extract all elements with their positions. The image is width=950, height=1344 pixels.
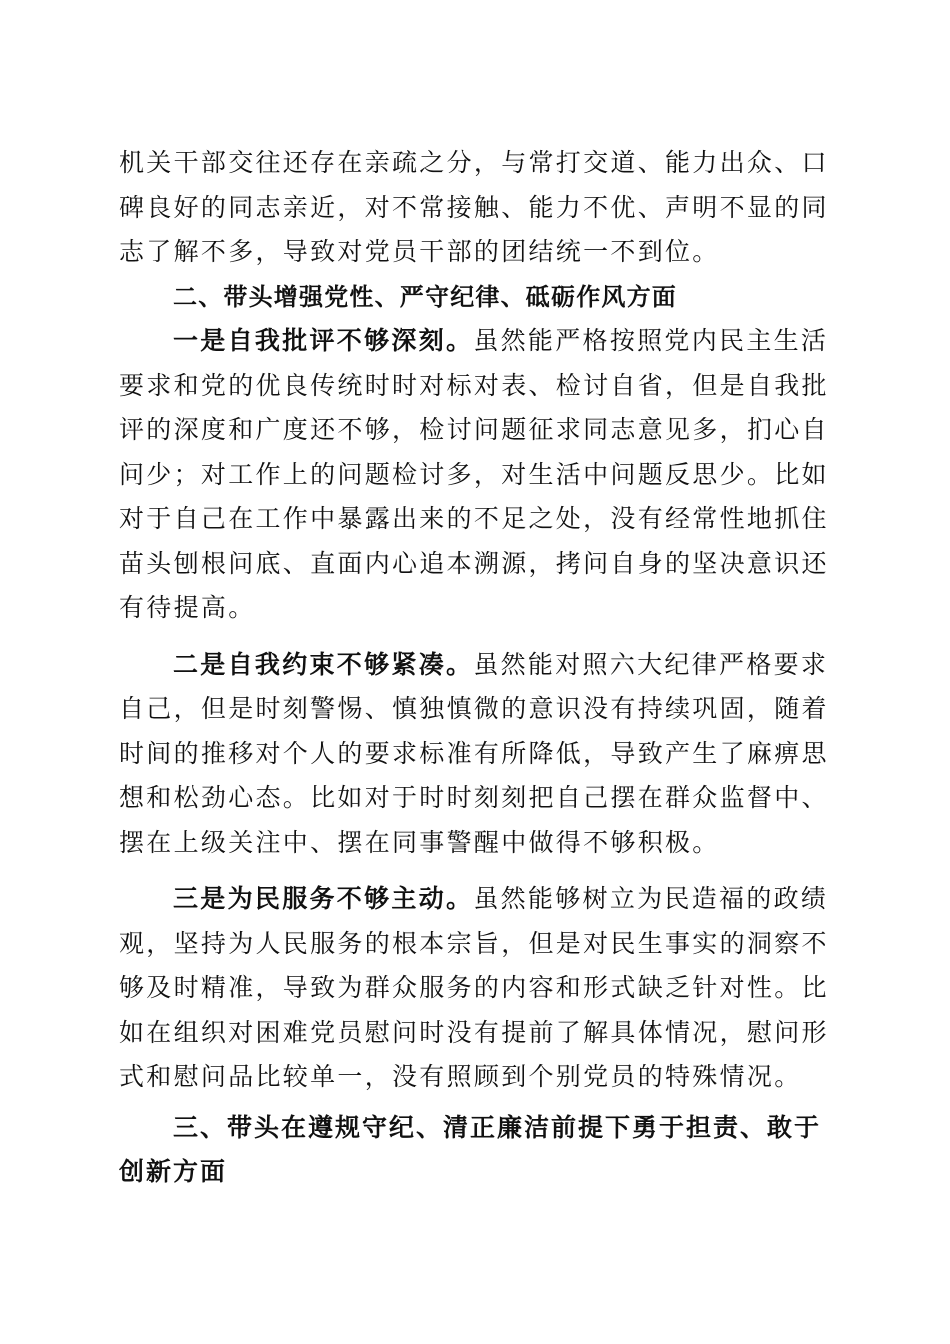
paragraph-2: [119, 643, 835, 866]
paragraph-text: 机关干部交往还存在亲疏之分，与常打交道、能力出众、口碑良好的同志亲近，对不常接触、能力不优、声明不显的同志了解不多，导致对党员干部的团结统一不到位。: [119, 148, 829, 266]
paragraph-text: 虽然能够树立为民造福的政绩观，坚持为人民服务的根本宗旨，但是对民生事实的洞察不够及时精准，导致为群众服务的内容和形式缺乏针对性。比如在组织对困难党员慰问时没有提前了解具体情况，慰问形式和慰问品比较单一，没有照顾到个别党员的特殊情况。: [119, 884, 829, 1091]
paragraph-lead: 二是自我约束不够紧凑。: [173, 649, 474, 679]
section-heading-text: 二、带头增强党性、严守纪律、砥砺作风方面: [173, 282, 677, 311]
paragraph-lead: 一是自我批评不够深刻。: [173, 326, 474, 355]
document-body: [119, 141, 835, 1195]
section-heading-2: [119, 275, 835, 320]
paragraph-lead: 三是为民服务不够主动。: [173, 884, 474, 913]
paragraph-3: [119, 877, 835, 1100]
paragraph-continuation: [119, 141, 835, 275]
paragraph-1: [119, 319, 835, 631]
section-heading-text: 三、带头在遵规守纪、清正廉洁前提下勇于担责、敢于创新方面: [119, 1112, 822, 1186]
paragraph-text: 虽然能严格按照党内民主生活要求和党的优良传统时时对标对表、检讨自省，但是自我批评的深度和广度还不够，检讨问题征求同志意见多，扪心自问少；对工作上的问题检讨多，对生活中问题反思少。比如对于自己在工作中暴露出来的不足之处，没有经常性地抓住苗头刨根问底、直面内心追本溯源，拷问自身的坚决意识还有待提高。: [119, 326, 829, 622]
section-heading-3: [119, 1106, 835, 1195]
paragraph-text: 虽然能对照六大纪律严格要求自己，但是时刻警惕、慎独慎微的意识没有持续巩固，随着时间的推移对个人的要求标准有所降低，导致产生了麻痹思想和松劲心态。比如对于时时刻刻把自己摆在群众监督中、摆在上级关注中、摆在同事警醒中做得不够积极。: [119, 649, 829, 857]
